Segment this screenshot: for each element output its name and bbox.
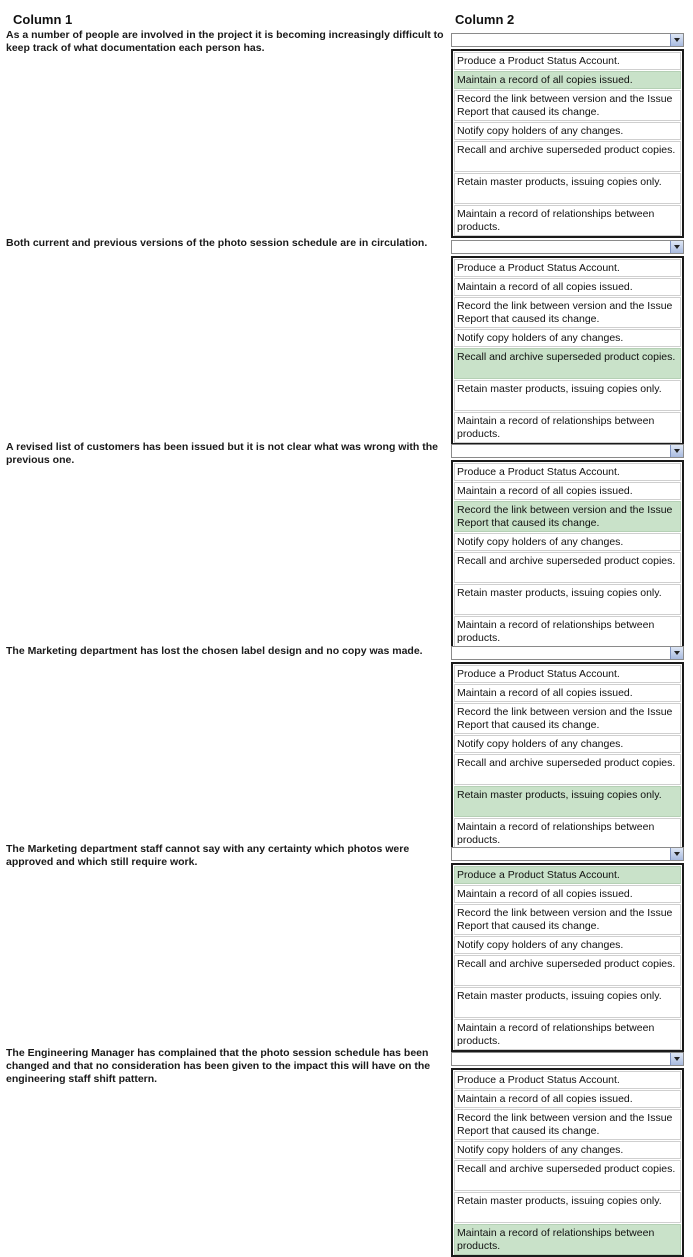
dropdown-options-list xyxy=(451,49,684,238)
dropdown-option[interactable]: Notify copy holders of any changes. xyxy=(454,533,681,551)
dropdown-select[interactable] xyxy=(451,847,684,861)
question-text: Both current and previous versions of the photo session schedule are in circulation. xyxy=(6,237,428,249)
dropdown-option[interactable]: Produce a Product Status Account. xyxy=(454,52,681,70)
dropdown-option[interactable]: Produce a Product Status Account. xyxy=(454,463,681,481)
dropdown-select[interactable] xyxy=(451,646,684,660)
dropdown-option[interactable]: Notify copy holders of any changes. xyxy=(454,936,681,954)
dropdown-option[interactable]: Record the link between version and the Issue Report that caused its change. xyxy=(454,703,681,734)
dropdown-option[interactable]: Notify copy holders of any changes. xyxy=(454,735,681,753)
dropdown-option[interactable]: Retain master products, issuing copies only. xyxy=(454,380,681,411)
dropdown-option[interactable]: Recall and archive superseded product copies. xyxy=(454,141,681,172)
answer-dropdown[interactable] xyxy=(451,646,684,851)
dropdown-option[interactable]: Retain master products, issuing copies only. xyxy=(454,987,681,1018)
dropdown-option[interactable]: Produce a Product Status Account. xyxy=(454,1071,681,1089)
chevron-down-icon[interactable] xyxy=(670,848,683,860)
dropdown-option[interactable]: Record the link between version and the Issue Report that caused its change. xyxy=(454,501,681,532)
dropdown-option[interactable]: Recall and archive superseded product copies. xyxy=(454,754,681,785)
question-text: A revised list of customers has been issued but it is not clear what was wrong with the previous one. xyxy=(6,441,438,466)
dropdown-select[interactable] xyxy=(451,33,684,47)
dropdown-option[interactable]: Recall and archive superseded product copies. xyxy=(454,552,681,583)
dropdown-option[interactable]: Recall and archive superseded product copies. xyxy=(454,955,681,986)
dropdown-option[interactable]: Record the link between version and the Issue Report that caused its change. xyxy=(454,90,681,121)
dropdown-option[interactable]: Produce a Product Status Account. xyxy=(454,259,681,277)
question-text: The Engineering Manager has complained that the photo session schedule has been changed and that no consideration has been given to the impact this will have on the engineering staff shift pattern. xyxy=(6,1047,431,1085)
dropdown-option[interactable]: Maintain a record of relationships between products. xyxy=(454,412,681,443)
dropdown-option[interactable]: Maintain a record of relationships between products. xyxy=(454,616,681,647)
dropdown-option[interactable]: Recall and archive superseded product copies. xyxy=(454,348,681,379)
dropdown-option[interactable]: Maintain a record of all copies issued. xyxy=(454,278,681,296)
dropdown-select[interactable] xyxy=(451,240,684,254)
dropdown-option[interactable]: Produce a Product Status Account. xyxy=(454,665,681,683)
dropdown-options-list xyxy=(451,662,684,851)
dropdown-option[interactable]: Produce a Product Status Account. xyxy=(454,866,681,884)
dropdown-option[interactable]: Maintain a record of all copies issued. xyxy=(454,885,681,903)
column-2-header: Column 2 xyxy=(455,12,515,27)
chevron-down-icon[interactable] xyxy=(670,445,683,457)
dropdown-option[interactable]: Retain master products, issuing copies only. xyxy=(454,1192,681,1223)
answer-dropdown[interactable] xyxy=(451,444,684,649)
chevron-down-icon[interactable] xyxy=(670,34,683,46)
dropdown-option[interactable]: Maintain a record of all copies issued. xyxy=(454,482,681,500)
dropdown-option[interactable]: Record the link between version and the Issue Report that caused its change. xyxy=(454,297,681,328)
dropdown-option[interactable]: Maintain a record of all copies issued. xyxy=(454,684,681,702)
answer-dropdown[interactable] xyxy=(451,240,684,445)
dropdown-options-list xyxy=(451,460,684,649)
column-1-header: Column 1 xyxy=(13,12,73,27)
dropdown-option[interactable]: Retain master products, issuing copies only. xyxy=(454,584,681,615)
dropdown-option[interactable]: Record the link between version and the Issue Report that caused its change. xyxy=(454,904,681,935)
dropdown-option[interactable]: Notify copy holders of any changes. xyxy=(454,329,681,347)
dropdown-option[interactable]: Maintain a record of relationships between products. xyxy=(454,1019,681,1050)
dropdown-select[interactable] xyxy=(451,1052,684,1066)
dropdown-options-list xyxy=(451,863,684,1052)
chevron-down-icon[interactable] xyxy=(670,1053,683,1065)
dropdown-options-list xyxy=(451,1068,684,1257)
answer-dropdown[interactable] xyxy=(451,33,684,238)
dropdown-option[interactable]: Maintain a record of relationships between products. xyxy=(454,1224,681,1255)
dropdown-option[interactable]: Maintain a record of all copies issued. xyxy=(454,1090,681,1108)
dropdown-select[interactable] xyxy=(451,444,684,458)
dropdown-option[interactable]: Notify copy holders of any changes. xyxy=(454,1141,681,1159)
dropdown-option[interactable]: Maintain a record of relationships between products. xyxy=(454,205,681,236)
dropdown-option[interactable]: Recall and archive superseded product copies. xyxy=(454,1160,681,1191)
question-text: The Marketing department staff cannot say with any certainty which photos were approved and which still require work. xyxy=(6,843,410,868)
dropdown-option[interactable]: Maintain a record of all copies issued. xyxy=(454,71,681,89)
dropdown-option[interactable]: Record the link between version and the Issue Report that caused its change. xyxy=(454,1109,681,1140)
question-text: As a number of people are involved in the project it is becoming increasingly difficult to keep track of what documentation each person has. xyxy=(6,29,444,54)
answer-dropdown[interactable] xyxy=(451,847,684,1052)
chevron-down-icon[interactable] xyxy=(670,241,683,253)
chevron-down-icon[interactable] xyxy=(670,647,683,659)
dropdown-options-list xyxy=(451,256,684,445)
answer-dropdown[interactable] xyxy=(451,1052,684,1257)
dropdown-option[interactable]: Notify copy holders of any changes. xyxy=(454,122,681,140)
dropdown-option[interactable]: Retain master products, issuing copies only. xyxy=(454,786,681,817)
dropdown-option[interactable]: Retain master products, issuing copies only. xyxy=(454,173,681,204)
dropdown-option[interactable]: Maintain a record of relationships between products. xyxy=(454,818,681,849)
question-text: The Marketing department has lost the chosen label design and no copy was made. xyxy=(6,645,423,657)
